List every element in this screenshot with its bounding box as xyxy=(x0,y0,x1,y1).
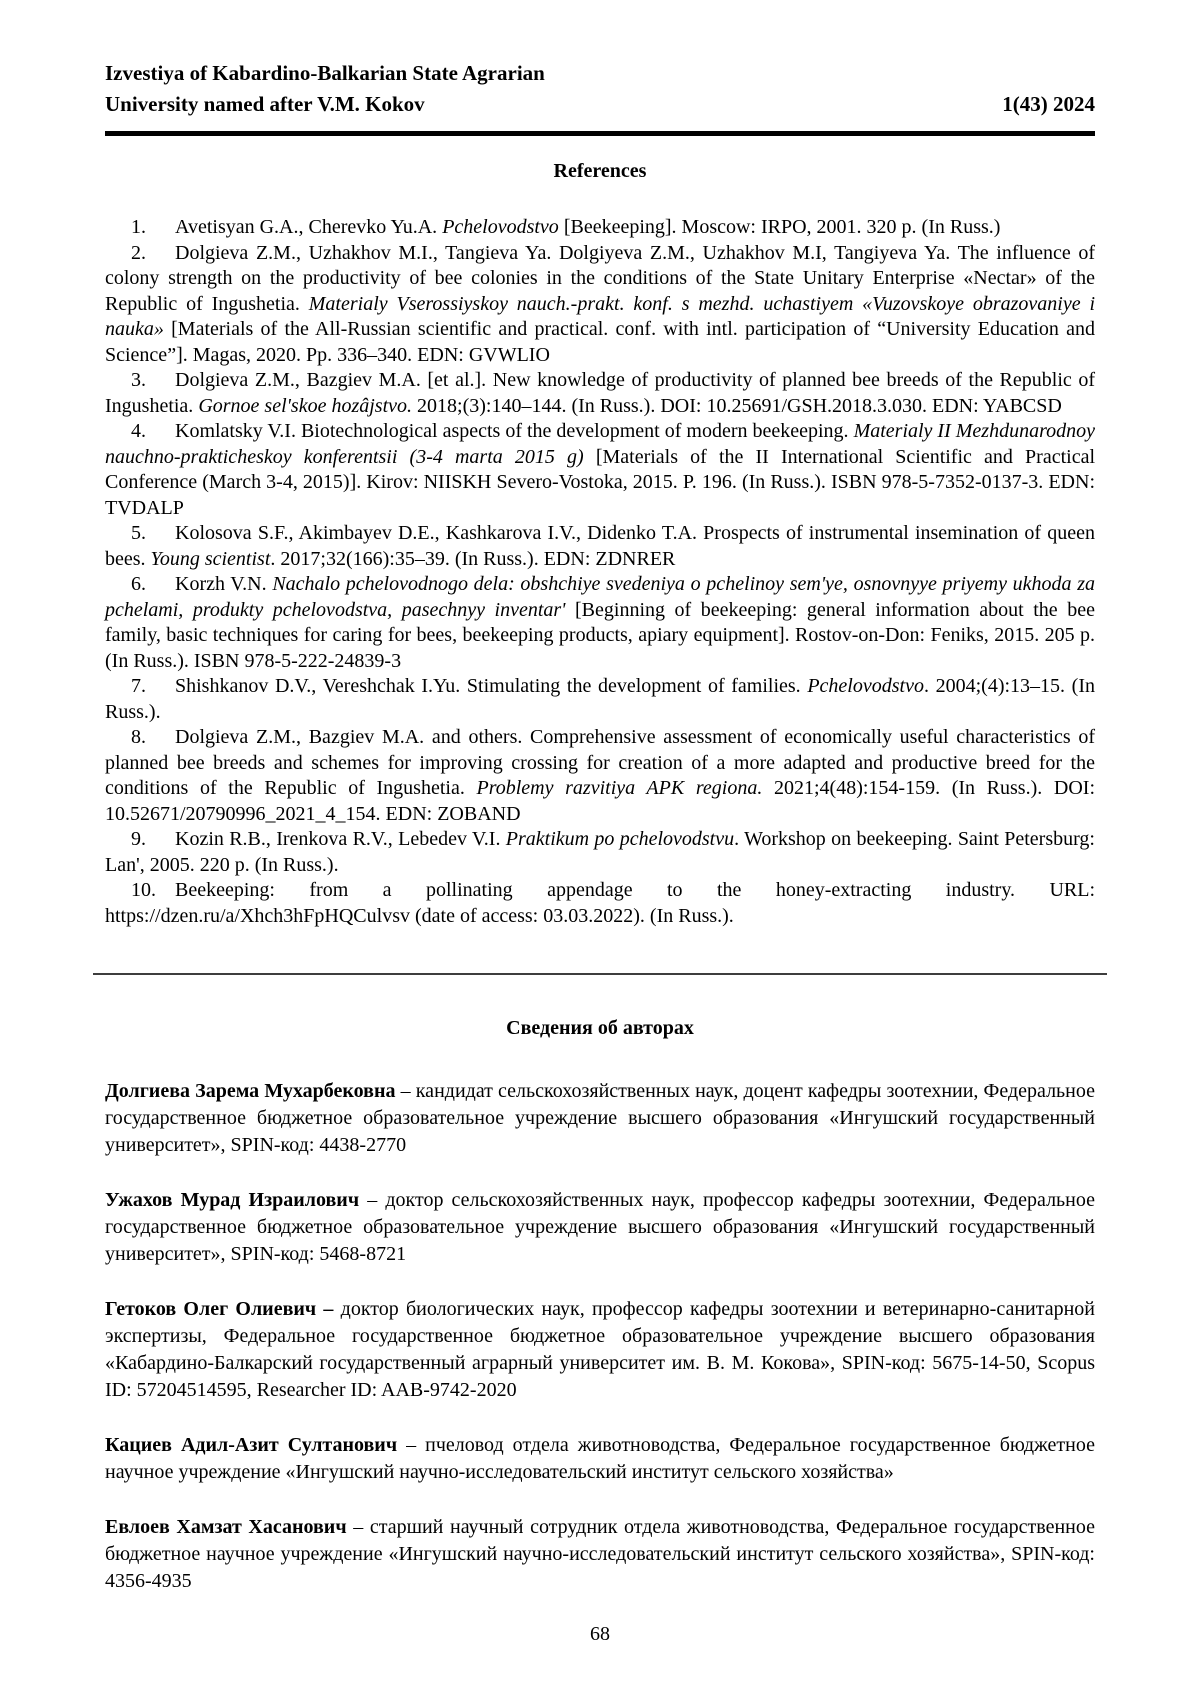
reference-text-segment: Young scientist xyxy=(150,547,271,570)
journal-header xyxy=(105,58,1095,120)
reference-item xyxy=(105,725,1095,827)
reference-number: 5. xyxy=(131,522,146,544)
reference-text-segment: Komlatsky V.I. Biotechnological aspects of the development of modern beekeeping. xyxy=(175,420,854,442)
authors-section-title: Сведения об авторах xyxy=(506,1017,694,1039)
reference-item xyxy=(105,572,1095,674)
author-name: Гетоков Олег Олиевич – xyxy=(105,1298,334,1320)
author-item xyxy=(105,1432,1095,1486)
reference-number: 10. xyxy=(131,879,156,901)
reference-text-segment: [Beekeeping]. Moscow: IRPO, 2001. 320 p. (In Russ.) xyxy=(558,216,1001,238)
author-description: – кандидат сельскохозяйственных наук, доцент кафедры зоотехнии, Федеральное государственное бюджетное образовательное учреждение высшего образования «Ингушский государственный университет», SPIN-код: 4438-2770 xyxy=(105,1080,1096,1156)
author-description: доктор биологических наук, профессор кафедры зоотехнии и ветеринарно-санитарной экспертизы, Федеральное государственное бюджетное образовательное учреждение высшего образования «Кабардино-Балкарский государственный аграрный университет им. В. М. Кокова», SPIN-код: 5675-14-50, Scopus ID: 57204514595, Researcher ID: AAB-9742-2020 xyxy=(105,1298,1095,1401)
reference-item xyxy=(105,521,1095,572)
author-name: Ужахов Мурад Израилович xyxy=(105,1189,360,1211)
reference-text-segment: 2021;4(48):154-159. (In Russ.). DOI: 10.52671/20790996_2021_4_154. EDN: ZOBAND xyxy=(105,777,1095,825)
reference-item xyxy=(105,827,1095,878)
page-footer xyxy=(105,1623,1095,1697)
reference-item xyxy=(105,674,1095,725)
reference-text-segment: . 2004;(4):13–15. (In Russ.). xyxy=(105,675,1095,723)
reference-number: 4. xyxy=(131,420,146,442)
reference-text-segment: Avetisyan G.A., Cherevko Yu.A. xyxy=(175,216,443,238)
journal-title-line2: University named after V.M. Kokov xyxy=(105,92,425,116)
reference-item xyxy=(105,241,1095,369)
reference-item xyxy=(105,878,1095,929)
author-item xyxy=(105,1187,1095,1268)
reference-text-segment: . 2017;32(166):35–39. (In Russ.). EDN: ZDNRER xyxy=(270,547,676,570)
author-description: – пчеловод отдела животноводства, Федеральное государственное бюджетное научное учреждение «Ингушский научно-исследовательский институт сельского хозяйства» xyxy=(105,1434,1096,1483)
author-item xyxy=(105,1296,1095,1404)
reference-text-segment: Problemy razvitiya APK regiona. xyxy=(476,777,763,799)
reference-text-segment: [Beginning of beekeeping: general information about the bee family, basic techniques for caring for bees, beekeeping products, apiary equipment]. Rostov-on-Don: Feniks, 2015. 205 p. (In Russ.). ISBN 978-5-222-24839-3 xyxy=(105,598,1095,672)
reference-text-segment: Praktikum po pchelovodstvu xyxy=(505,828,735,850)
section-divider-rule xyxy=(93,973,1107,975)
reference-number: 1. xyxy=(131,216,146,238)
author-description: – старший научный сотрудник отдела животноводства, Федеральное государственное бюджетное научное учреждение «Ингушский научно-исследовательский институт сельского хозяйства», SPIN-код: 4356-4935 xyxy=(105,1516,1095,1592)
author-name: Евлоев Хамзат Хасанович xyxy=(105,1516,347,1538)
author-name: Долгиева Зарема Мухарбековна xyxy=(105,1080,396,1102)
reference-number: 9. xyxy=(131,828,146,850)
reference-number: 8. xyxy=(131,726,146,748)
reference-number: 2. xyxy=(131,241,146,264)
reference-number: 7. xyxy=(131,675,146,697)
references-title: References xyxy=(553,160,647,182)
reference-text-segment: Materialy II Mezhdunarodnoy nauchno-prakticheskoy konferentsii (3-4 marta 2015 g) xyxy=(105,420,1095,468)
reference-text-segment: Kozin R.B., Irenkova R.V., Lebedev V.I. xyxy=(175,828,506,850)
reference-text-segment: [Materials of the All-Russian scientific and practical. conf. with intl. participation of “University Education and Science”]. Magas, 2020. Pp. 336–340. EDN: GVWLIO xyxy=(105,318,1095,366)
reference-item xyxy=(105,419,1095,521)
references-list xyxy=(105,215,1095,929)
author-item xyxy=(105,1514,1095,1595)
author-description: – доктор сельскохозяйственных наук, профессор кафедры зоотехнии, Федеральное государственное бюджетное образовательное учреждение высшего образования «Ингушский государственный университет», SPIN-код: 5468-8721 xyxy=(105,1189,1095,1265)
header-rule xyxy=(105,131,1095,136)
reference-text-segment: . Workshop on beekeeping. Saint Petersburg: Lan', 2005. 220 p. (In Russ.). xyxy=(105,828,1095,876)
reference-text-segment: Korzh V.N. xyxy=(175,573,273,595)
reference-text-segment: [Materials of the II International Scientific and Practical Conference (March 3-4, 2015)]. Kirov: NIISKH Severo-Vostoka, 2015. P. 196. (In Russ.). ISBN 978-5-7352-0137-3. EDN: TVDALP xyxy=(105,445,1095,519)
reference-item xyxy=(105,215,1095,241)
author-item xyxy=(105,1078,1095,1159)
reference-text-segment: Gornoe sel'skoe hozâjstvo. xyxy=(198,394,413,417)
reference-number: 6. xyxy=(131,573,146,595)
reference-item xyxy=(105,368,1095,419)
reference-text-segment: Kolosova S.F., Akimbayev D.E., Kashkarova I.V., Didenko T.A. Prospects of instrumental insemination of queen bees. xyxy=(105,522,1095,570)
authors-list xyxy=(105,1078,1095,1623)
page-number: 68 xyxy=(590,1623,610,1645)
reference-text-segment: 2018;(3):140–144. (In Russ.). DOI: 10.25691/GSH.2018.3.030. EDN: YABCSD xyxy=(412,394,1062,417)
author-name: Кациев Адил-Азит Султанович xyxy=(105,1434,398,1456)
reference-text-segment: Dolgieva Z.M., Uzhakhov M.I., Tangieva Ya. Dolgiyeva Z.M., Uzhakhov M.I, Tangiyeva Ya. The influence of colony strength on the productivity of bee colonies in the conditions of the State Unitary Enterprise «Nectar» of the Republic of Ingushetia. xyxy=(105,241,1095,315)
reference-text-segment: Nachalo pchelovodnogo dela: obshchiye svedeniya o pchelinoy sem'ye, osnovnyye priyemy ukhoda za pchelami, produkty pchelovodstva, pasechnyy inventar' xyxy=(105,573,1095,621)
journal-title-line1: Izvestiya of Kabardino-Balkarian State Agrarian xyxy=(105,61,545,85)
issue-number: 1(43) 2024 xyxy=(1002,92,1095,116)
reference-text-segment: Shishkanov D.V., Vereshchak I.Yu. Stimulating the development of families. xyxy=(175,675,808,697)
reference-text-segment: Dolgieva Z.M., Bazgiev M.A. [et al.]. New knowledge of productivity of planned bee breeds of the Republic of Ingushetia. xyxy=(105,369,1095,417)
reference-number: 3. xyxy=(131,369,146,391)
reference-text-segment: Materialy Vserossiyskoy nauch.-prakt. konf. s mezhd. uchastiyem «Vuzovskoye obrazovaniye i nauka» xyxy=(105,292,1095,340)
reference-text-segment: Pchelovodstvo xyxy=(442,216,559,238)
reference-text-segment: Beekeeping: from a pollinating appendage to the honey-extracting industry. URL: https://dzen.ru/a/Xhch3hFpHQCulvsv (date of access: 03.03.2022). (In Russ.). xyxy=(105,879,1095,927)
reference-text-segment: Dolgieva Z.M., Bazgiev M.A. and others. Comprehensive assessment of economically useful characteristics of planned bee breeds and schemes for improving crossing for creation of a more adapted and productive breed for the conditions of the Republic of Ingushetia. xyxy=(105,726,1095,799)
reference-text-segment: Pchelovodstvo xyxy=(807,675,924,697)
